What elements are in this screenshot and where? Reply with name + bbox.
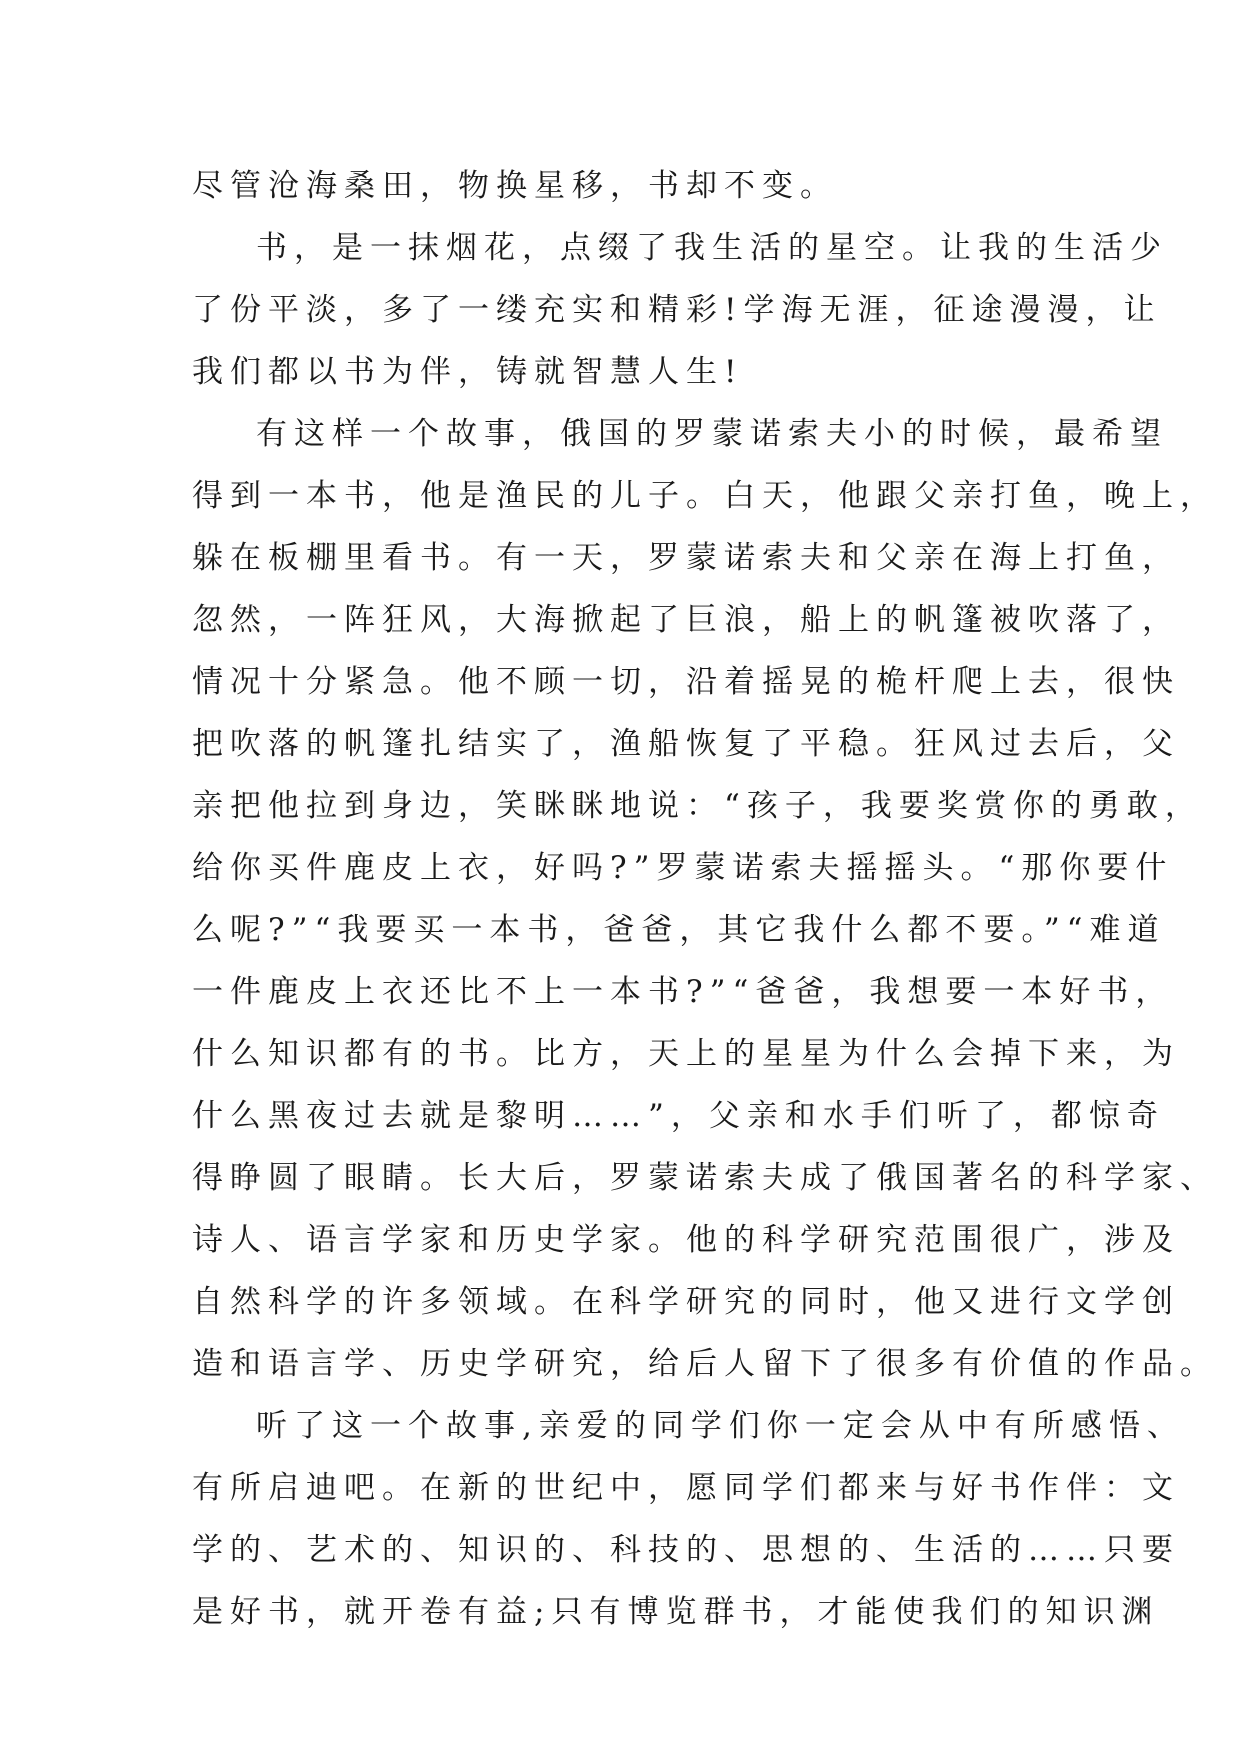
text-line: 我们都以书为伴，铸就智慧人生! (192, 354, 744, 390)
text-line: 尽管沧海桑田，物换星移，书却不变。 (192, 168, 838, 204)
text-line: 是好书，就开卷有益;只有博览群书，才能使我们的知识渊 (192, 1594, 1160, 1630)
text-line: 把吹落的帆篷扎结实了，渔船恢复了平稳。狂风过去后，父 (192, 726, 1180, 762)
text-line: 了份平淡，多了一缕充实和精彩!学海无涯，征途漫漫，让 (192, 292, 1162, 328)
text-line: 得到一本书，他是渔民的儿子。白天，他跟父亲打鱼，晚上， (192, 478, 1218, 514)
text-line: 亲把他拉到身边，笑眯眯地说：“孩子，我要奖赏你的勇敢， (192, 788, 1203, 824)
paragraph (192, 155, 1042, 217)
text-line: 自然科学的许多领域。在科学研究的同时，他又进行文学创 (192, 1284, 1180, 1320)
text-line: 有所启迪吧。在新的世纪中，愿同学们都来与好书作伴：文 (192, 1470, 1180, 1506)
text-line: 什么知识都有的书。比方，天上的星星为什么会掉下来，为 (192, 1036, 1180, 1072)
text-line: 得睁圆了眼睛。长大后，罗蒙诺索夫成了俄国著名的科学家、 (192, 1160, 1218, 1196)
paragraph (192, 403, 1218, 1395)
document-body (192, 155, 1218, 1643)
text-line: 给你买件鹿皮上衣，好吗?”罗蒙诺索夫摇摇头。“那你要什 (192, 850, 1174, 886)
text-line: 造和语言学、历史学研究，给后人留下了很多有价值的作品。 (192, 1346, 1218, 1382)
text-line: 情况十分紧急。他不顾一切，沿着摇晃的桅杆爬上去，很快 (192, 664, 1180, 700)
text-line: 书，是一抹烟花，点缀了我生活的星空。让我的生活少 (256, 230, 1168, 266)
text-line: 么呢?”“我要买一本书，爸爸，其它我什么都不要。”“难道 (192, 912, 1166, 948)
text-line: 学的、艺术的、知识的、科技的、思想的、生活的……只要 (192, 1532, 1180, 1568)
paragraph (192, 217, 1168, 403)
text-line: 听了这一个故事,亲爱的同学们你一定会从中有所感悟、 (256, 1408, 1185, 1444)
paragraph (192, 1395, 1185, 1643)
text-line: 忽然，一阵狂风，大海掀起了巨浪，船上的帆篷被吹落了， (192, 602, 1180, 638)
text-line: 什么黑夜过去就是黎明……”，父亲和水手们听了，都惊奇 (192, 1098, 1165, 1134)
text-line: 有这样一个故事，俄国的罗蒙诺索夫小的时候，最希望 (256, 416, 1168, 452)
text-line: 诗人、语言学家和历史学家。他的科学研究范围很广，涉及 (192, 1222, 1180, 1258)
text-line: 一件鹿皮上衣还比不上一本书?”“爸爸，我想要一本好书， (192, 974, 1174, 1010)
text-line: 躲在板棚里看书。有一天，罗蒙诺索夫和父亲在海上打鱼， (192, 540, 1180, 576)
